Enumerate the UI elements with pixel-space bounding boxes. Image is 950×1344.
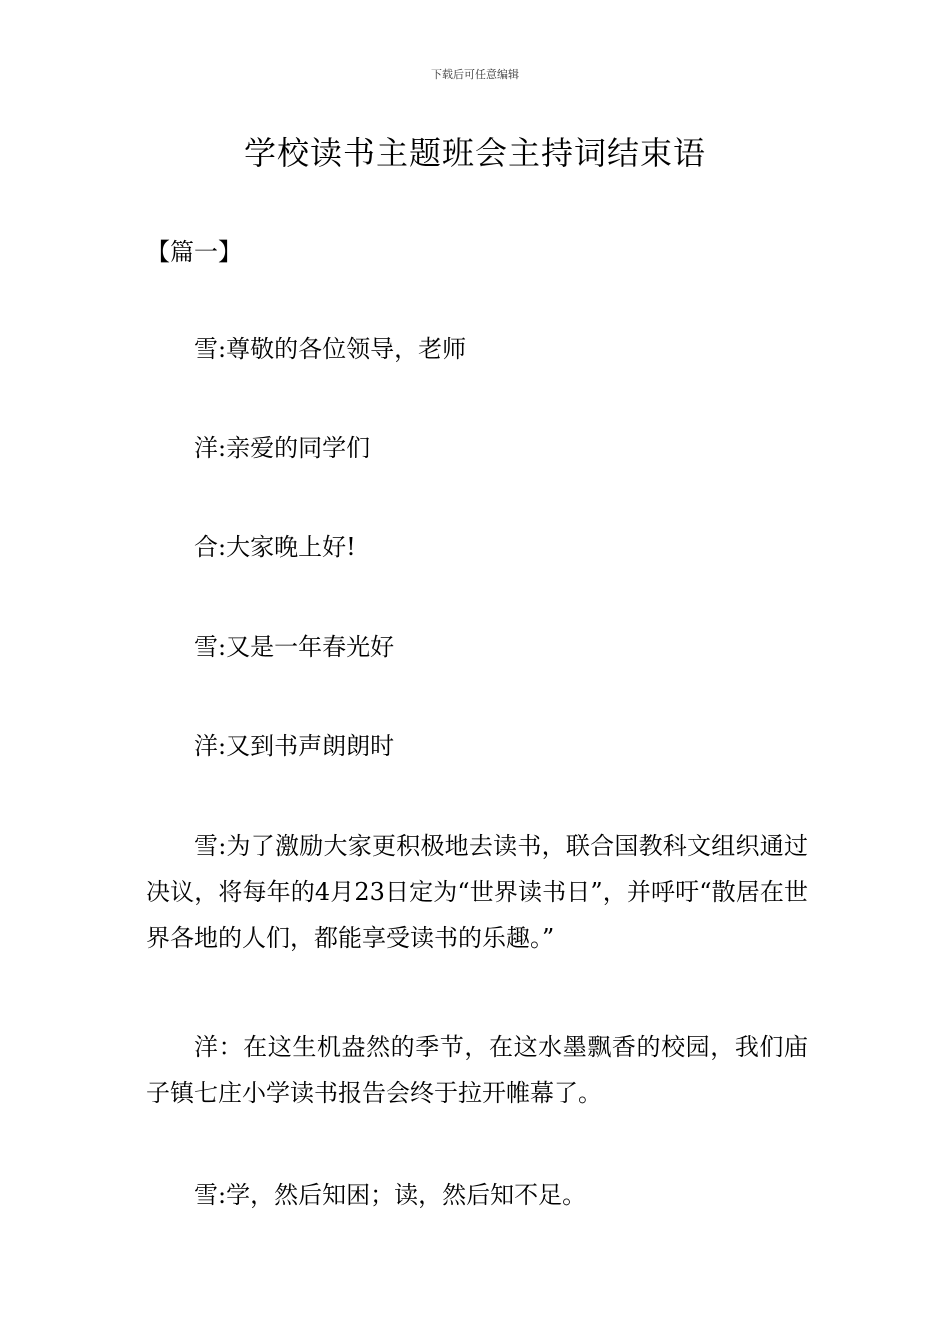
paragraph: 洋：在这生机盎然的季节，在这水墨飘香的校园，我们庙子镇七庄小学读书报告会终于拉开帷幕了。 <box>146 1033 808 1107</box>
paragraph: 合:大家晚上好! <box>194 533 356 561</box>
paragraph: 洋:亲爱的同学们 <box>194 434 371 462</box>
header-note: 下载后可任意编辑 <box>431 68 519 81</box>
paragraph: 雪:又是一年春光好 <box>194 633 395 661</box>
document-title: 学校读书主题班会主持词结束语 <box>243 134 706 172</box>
section-label: 【篇一】 <box>146 238 242 266</box>
paragraph: 雪:学，然后知困；读，然后知不足。 <box>194 1181 587 1209</box>
paragraph: 雪:尊敬的各位领导，老师 <box>194 335 467 363</box>
paragraph: 雪:为了激励大家更积极地去读书，联合国教科文组织通过决议，将每年的4月23日定为“世界读书日”，并呼吁“散居在世界各地的人们，都能享受读书的乐趣。” <box>146 832 808 952</box>
paragraph: 洋:又到书声朗朗时 <box>194 732 395 760</box>
